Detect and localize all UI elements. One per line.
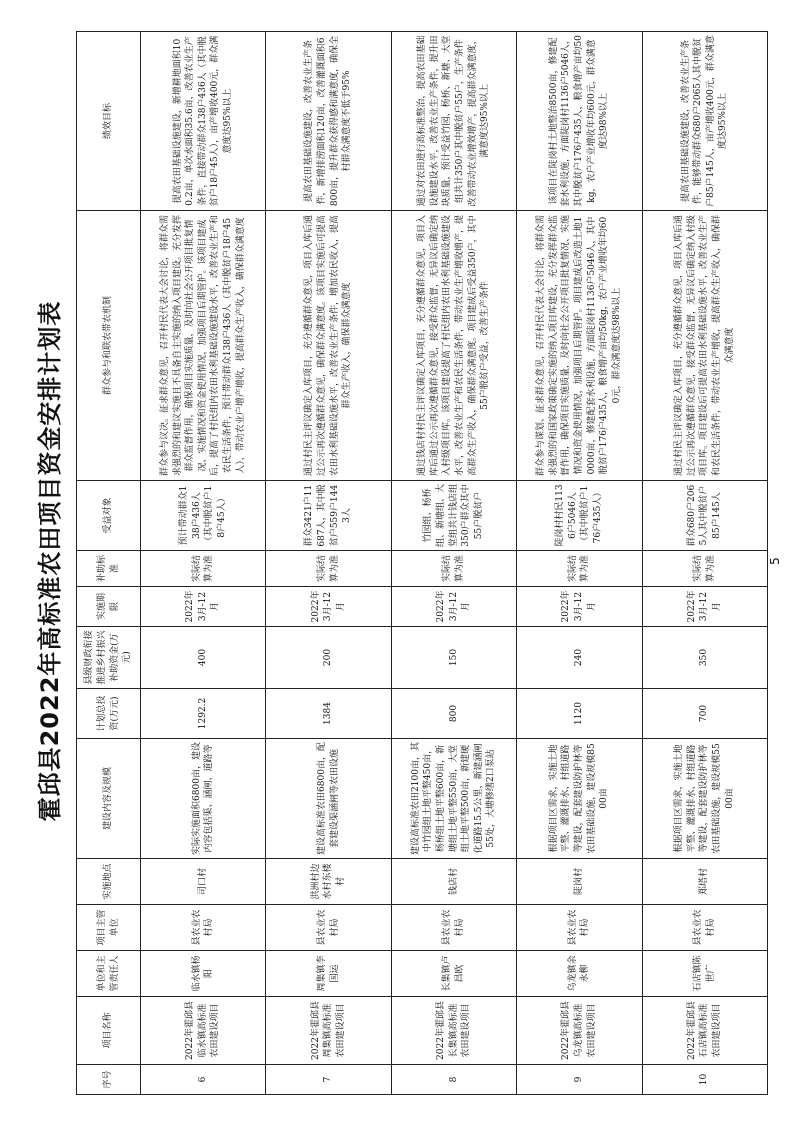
table-header-row	[77, 32, 141, 1095]
cell-standard: 实际结算为准	[642, 551, 767, 587]
cell-beneficiary: 预计带动群众138户436人（其中脱贫户18户45人）	[141, 481, 266, 551]
cell-owner: 周集镇李国运	[266, 951, 391, 997]
header-cell: 项目名称	[77, 997, 141, 1065]
cell-owner: 石店镇陈世广	[642, 951, 767, 997]
cell-content: 建设高标准农田2100亩，其中竹园组土地平整450亩，杨桥组土地平整600亩，新塘组土地平整550亩，大堂组土地平整500亩，新建硬化道路15.5公里，新建涵闸55处，大塘修缮2口泵站	[391, 739, 516, 859]
cell-mechanism: 群众参与谋划、征求群众意见，召开村民代表大会讨论，将群众需求强烈的和国家政策确定实施的纳入项目库建设，充分发挥群众监督作用，确保项目实施质量，及时向社会公开项目批复情况、实施情况和资金使用情况，加强项目后期管护。项目建成后改造土地10000亩，修建配套水利设施，方面陡岗村1136户5046人，其中脱贫户176户435人，粮食增产亩均50kg，农户产业增收年均600元，群众满意度达98%以上	[517, 211, 642, 481]
header-cell: 受益对象	[77, 481, 141, 551]
cell-mechanism: 群众参与议决。征求群众意见，召开村民代表大会讨论，将群众需求强烈的和建议实施且不具备自主实施的纳入项目建设。充分发挥群众监督作用，确保项目实施质量，及时向社会公开项目批复情况、实施情况和资金使用情况，加强项目后期管护。该项目建成后，提高了村民组内农田水利基础设施建设水平，改善农业生产和农民生活条件，预计带动群众138户436人（其中脱贫户18户45人），带动农业户增产增收，提高群众生产收入，确保群众满意度	[141, 211, 266, 481]
cell-dept: 县农业农村局	[266, 905, 391, 951]
cell-no: 10	[642, 1065, 767, 1095]
header-cell: 县级财政衔接推进乡村振兴补助资金(万元)	[77, 627, 141, 689]
cell-fund: 150	[391, 627, 516, 689]
header-cell: 绩效目标	[77, 32, 141, 211]
cell-name: 2022年霍邱县石店镇高标准农田建设项目	[642, 997, 767, 1065]
cell-beneficiary: 群众680户2065人其中脱贫户85户145人	[642, 481, 767, 551]
table-row	[517, 32, 642, 1095]
cell-content: 根据项目区需求，实施土地平整、灌溉排水、村组道路等建设，配套建设防护林等农田基础设施，建设规模5500亩	[642, 739, 767, 859]
cell-period: 2022年3月-12月	[391, 587, 516, 627]
table-row	[391, 32, 516, 1095]
cell-period: 2022年3月-12月	[141, 587, 266, 627]
cell-standard: 实际结算为准	[266, 551, 391, 587]
cell-place: 钱店村	[391, 859, 516, 905]
cell-goal: 通过对农田进行高标准整治，提高农田基础设施建设水平，改善农业生产条件，提升田块质量，预计受益竹园、杨桥、新塘、大堂组共计350户其中脱贫户55户，生产条件改善带动农业增效增产，提高群众满意度，满意度达95%以上	[391, 32, 516, 211]
cell-invest: 1120	[517, 689, 642, 739]
cell-owner: 临水镇杨阳	[141, 951, 266, 997]
header-cell: 建设内容及规模	[77, 739, 141, 859]
cell-beneficiary: 陡岗村村民1136户5046人（其中脱贫户176户435人）	[517, 481, 642, 551]
header-cell: 补助标准	[77, 551, 141, 587]
cell-name: 2022年霍邱县临水镇高标准农田建设项目	[141, 997, 266, 1065]
cell-fund: 400	[141, 627, 266, 689]
table-row	[266, 32, 391, 1095]
cell-invest: 800	[391, 689, 516, 739]
cell-no: 8	[391, 1065, 516, 1095]
cell-place: 洪洲村边水村东楼村	[266, 859, 391, 905]
cell-no: 9	[517, 1065, 642, 1095]
funding-plan-table	[76, 31, 768, 1095]
cell-goal: 该项目在陡岗村土地整治8500亩，修建配套水利设施，方面陡岗村1136户5046人，其中脱贫户176户435人，粮食增产亩均50kg，农户产业增收年均600元，群众满意度达98%以上	[517, 32, 642, 211]
cell-period: 2022年3月-12月	[266, 587, 391, 627]
cell-owner: 乌龙镇余永柳	[517, 951, 642, 997]
header-cell: 计划总投资(万元)	[77, 689, 141, 739]
cell-standard: 实际结算为准	[517, 551, 642, 587]
cell-place: 陡岗村	[517, 859, 642, 905]
cell-dept: 县农业农村局	[141, 905, 266, 951]
cell-invest: 700	[642, 689, 767, 739]
header-cell: 序号	[77, 1065, 141, 1095]
cell-mechanism: 通过村民主评议确定入库项目，充分遵循群众意见，项目入库后通过公示再次遵循群众意见，接受群众监督，无异议后确定纳入村级项目库。项目建设后可提高农田水利基础设施水平，改善农业生产和农民生活条件，带动农业生产增收，提高群众生产收入，确保群众满意度	[642, 211, 767, 481]
cell-place: 司口村	[141, 859, 266, 905]
header-cell: 实施期限	[77, 587, 141, 627]
table-row	[141, 32, 266, 1095]
cell-no: 6	[141, 1065, 266, 1095]
cell-fund: 200	[266, 627, 391, 689]
cell-goal: 提高农田基础设施建设，改善农业生产条件，能够带动群众680户2065人其中脱贫户85户145人，亩产增收400元，群众满意度达95%以上	[642, 32, 767, 211]
cell-fund: 350	[642, 627, 767, 689]
cell-name: 2022年霍邱县长集镇高标准农田建设项目	[391, 997, 516, 1065]
cell-goal: 提高农田基础设施建设，新增耕地面积100.2亩，单次水面积35.6亩，改善农业生产条件，直接带动群众138户436人（其中脱贫户18户45人），亩产增收400元，群众满意度达95%以上	[141, 32, 266, 211]
cell-name: 2022年霍邱县乌龙镇高标准农田建设项目	[517, 997, 642, 1065]
cell-dept: 县农业农村局	[642, 905, 767, 951]
cell-period: 2022年3月-12月	[517, 587, 642, 627]
cell-standard: 实际结算为准	[141, 551, 266, 587]
cell-dept: 县农业农村局	[517, 905, 642, 951]
cell-place: 郑塔村	[642, 859, 767, 905]
page-number: 5	[768, 557, 782, 565]
header-cell: 实施地点	[77, 859, 141, 905]
cell-content: 实际实施面积6800亩，建设内容包括渠、涵闸、道路等	[141, 739, 266, 859]
cell-goal: 提高农田基础设施建设，改善农业生产条件，新增排涝面积120亩，改善灌溉面积6800亩，提升群众获得感和满意度，确保全村群众满意度不低于95%	[266, 32, 391, 211]
cell-dept: 县农业农村局	[391, 905, 516, 951]
cell-content: 建设高标准农田6800亩，配套建设渠涵闸等农田设施	[266, 739, 391, 859]
document-title: 霍邱县2022年高标准农田项目资金安排计划表	[36, 300, 64, 822]
cell-name: 2022年霍邱县周集镇高标准农田建设项目	[266, 997, 391, 1065]
cell-invest: 1292.2	[141, 689, 266, 739]
header-cell: 群众参与和联农带农机制	[77, 211, 141, 481]
cell-content: 根据项目区需求，实施土地平整、灌溉排水、村组道路等建设，配套建设防护林等农田基础设施，建设规模8500亩	[517, 739, 642, 859]
cell-invest: 1384	[266, 689, 391, 739]
cell-no: 7	[266, 1065, 391, 1095]
header-cell: 单位和主管责任人	[77, 951, 141, 997]
table-row	[642, 32, 767, 1095]
cell-fund: 240	[517, 627, 642, 689]
cell-mechanism: 通过村民主评议确定入库项目，充分遵循群众意见，项目入库后通过公示再次遵循群众意见，确保群众满意度。该项目实施后可提高农田水利基础设施水平，改善农业生产条件，增加农民收入，提高群众生产收入，确保群众满意度	[266, 211, 391, 481]
cell-mechanism: 通过钱店村村民主评议确定入库项目，充分遵循群众意见，项目入库后通过公示再次遵循群众意见，接受群众监督，无异议后确定纳入村级项目库。该项目建设提高了村民组内农田水利基础设施建设水平，改善农业生产和农民生活条件，带动农业生产增收增产，提高群众生产收入，确保群众满意度。项目建成后受益350户，其中55户脱贫户受益，改善生产条件	[391, 211, 516, 481]
header-cell: 项目主管单位	[77, 905, 141, 951]
cell-beneficiary: 竹园组、杨桥组、新塘组、大堂组共计钱店组350户群众其中55户脱贫户	[391, 481, 516, 551]
cell-standard: 实际结算为准	[391, 551, 516, 587]
cell-beneficiary: 群众3421户11687人，其中脱贫户559户1443人	[266, 481, 391, 551]
cell-owner: 长集镇卢昌欧	[391, 951, 516, 997]
cell-period: 2022年3月-12月	[642, 587, 767, 627]
